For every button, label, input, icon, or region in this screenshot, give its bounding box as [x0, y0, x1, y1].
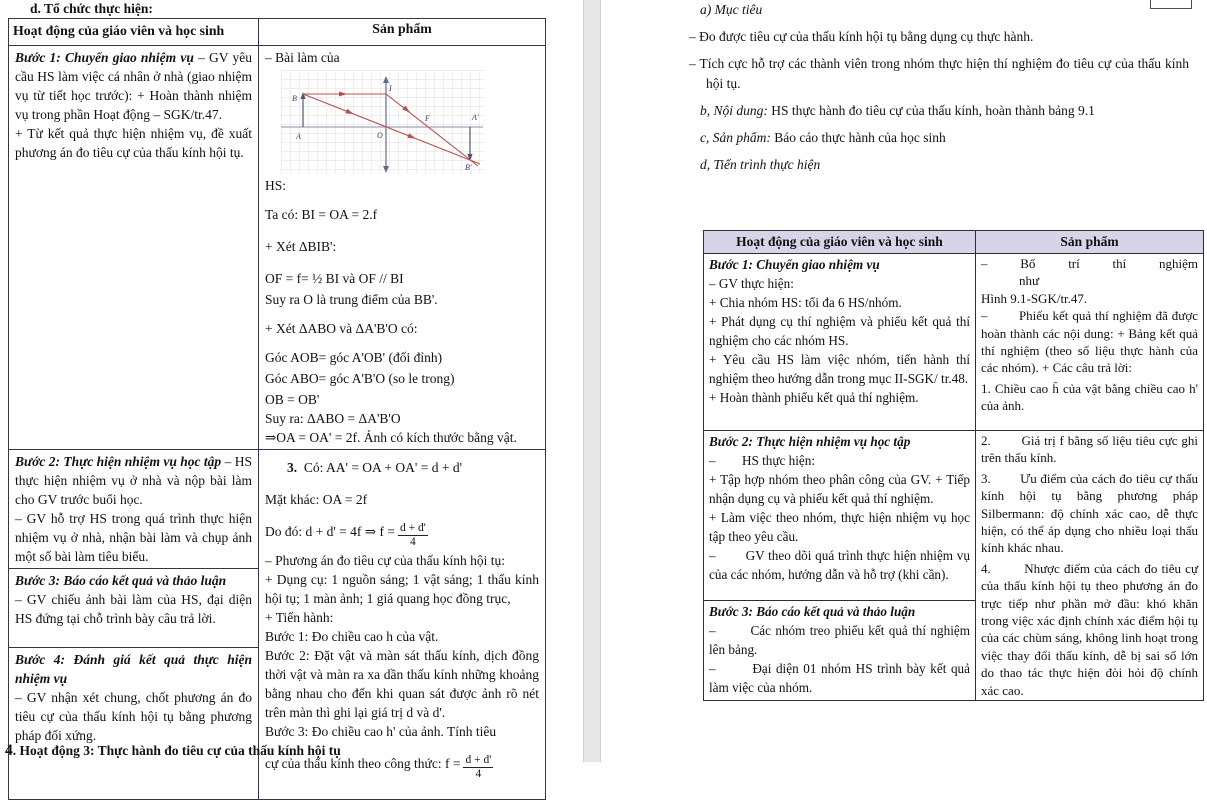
step4-title: Bước 4: Đánh giá kết quả thực hiện nhiệm vụ	[15, 652, 252, 686]
diagram-label-I: I	[389, 84, 392, 93]
cell-step3	[704, 601, 976, 701]
product2-line: Bước 2: Đặt vật và màn sát thấu kính, dịch đồng thời vật và màn ra xa dần thấu kính những khoảng bằng nhau cho đến khi quan sát được ảnh rõ nét trên màn thì ghi lại giá trị d và d'.	[265, 647, 539, 720]
cell-step4	[9, 648, 259, 800]
product-line: + Xét ΔBIB':	[265, 239, 337, 254]
product2-line: Có: AA' = OA + OA' = d + d'	[297, 460, 463, 475]
cell-product-1	[259, 46, 546, 450]
lens-ray-diagram	[281, 70, 485, 174]
product2-line: – Phương án đo tiêu cự của thấu kính hội tụ:	[265, 552, 505, 568]
step-line: – GV thực hiện:	[709, 276, 794, 291]
item-b-text: HS thực hành đo tiêu cự của thấu kính, hoàn thành bảng 9.1	[767, 103, 1095, 118]
item-b-label: b, Nội dung:	[700, 103, 768, 118]
product2-line: + Tiến hành:	[265, 609, 334, 625]
step-line: + Làm việc theo nhóm, thực hiện nhiệm vụ học tập theo yêu cầu.	[709, 510, 970, 544]
step-line: + Hoàn thành phiếu kết quả thí nghiệm.	[709, 390, 919, 405]
step2-text: – HS thực hiện nhiệm vụ ở nhà và nộp bài làm cho GV trước buổi học.	[15, 454, 252, 507]
step3-title: Bước 3: Báo cáo kết quả và thảo luận	[15, 573, 227, 588]
cell-step1	[704, 254, 976, 431]
product2-line: Mặt khác: OA = 2f	[265, 492, 368, 507]
product-line: OB = OB'	[265, 392, 320, 407]
col-header-product: Sản phẩm	[259, 19, 546, 46]
step-line: – GV theo dõi quá trình thực hiện nhiệm vụ của các nhóm, hướng dẫn và hỗ trợ (khi cần).	[709, 548, 974, 582]
step1-title: Bước 1: Chuyển giao nhiệm vụ	[709, 257, 880, 272]
col-header-activities: Hoạt động của giáo viên và học sinh	[9, 19, 259, 46]
step-line: – Các nhóm treo phiếu kết quả thí nghiệm lên bảng.	[709, 623, 974, 658]
step-line: + Chia nhóm HS: tối đa 6 HS/nhóm.	[709, 295, 902, 310]
fraction-denominator: 4	[475, 767, 482, 780]
heading-text: . Hoạt động 3: Thực hành đo tiêu cự của thấu kính hội tụ	[12, 743, 341, 758]
activity-table-left	[8, 18, 546, 800]
step3-text: – GV chiếu ảnh bài làm của HS, đại diện HS đứng tại chỗ trình bày câu trả lời.	[15, 592, 252, 626]
cell-step2	[9, 450, 259, 569]
diagram-label-O: O	[377, 131, 383, 140]
cell-step3	[9, 569, 259, 648]
diagram-label-F: F	[425, 114, 430, 123]
product-line: ⇒OA = OA' = 2f. Ảnh có kích thước bằng vật.	[265, 430, 517, 445]
product-line: Suy ra O là trung điểm của BB'.	[265, 292, 438, 307]
item-d-label: d, Tiến trình thực hiện	[700, 157, 821, 172]
document-page-left[interactable]	[0, 0, 583, 780]
product-line: Góc ABO= góc A'B'O (so le trong)	[265, 371, 455, 386]
col-header-product: Sản phẩm	[976, 231, 1204, 254]
step1-text: – GV yêu cầu HS làm việc cá nhân ở nhà (giao nhiệm vụ từ tiết học trước): + Hoàn thành nhiệm vụ trong phần Hoạt động – SGK/tr.47.	[15, 50, 252, 122]
page-gap	[583, 0, 601, 762]
cell-step1	[9, 46, 259, 450]
product-line: HS:	[265, 178, 287, 193]
floating-box-fragment	[1150, 0, 1192, 9]
product-intro: – Bài làm của	[265, 50, 340, 65]
step-line: + Phát dụng cụ thí nghiệm và phiếu kết quả thí nghiệm cho các nhóm HS.	[709, 314, 970, 348]
fraction-numerator: d + d'	[465, 754, 492, 766]
graph-grid	[281, 70, 485, 174]
product-line: 2. Giá trị f bằng số liệu tiêu cực ghi trên thấu kính.	[981, 433, 1202, 466]
product2-line: + Dụng cụ: 1 nguồn sáng; 1 vật sáng; 1 thấu kính hội tụ; 1 màn ảnh; 1 giá quang học đồng trục,	[265, 571, 539, 606]
step-line: – HS thực hiện:	[709, 453, 816, 468]
diagram-label-B: B	[292, 94, 297, 103]
product2-number: 3.	[287, 460, 298, 475]
product-line: Suy ra: ΔABO = ΔA'B'O	[265, 411, 401, 426]
product2-line: Bước 1: Đo chiều cao h của vật.	[265, 628, 439, 644]
product2-line: Do đó: d + d' = 4f ⇒ f =	[265, 524, 395, 539]
fraction-denominator: 4	[409, 536, 416, 548]
step1-text2: + Từ kết quả thực hiện nhiệm vụ, đề xuất phương án đo tiêu cự của thấu kính hội tụ.	[15, 126, 252, 160]
product-line: 3. Ưu điểm của cách đo tiêu cự thấu kính hội tụ bằng phương pháp Silbermann: độ chính xác cao, dễ thực hiện, có thể áp dụng cho nhiều loại thấu kính khác nhau.	[981, 470, 1202, 556]
next-activity-heading	[5, 742, 341, 760]
product-line: 1. Chiều cao h̄ của vật bằng chiều cao h' của ảnh.	[981, 380, 1198, 414]
activity-table-right	[703, 230, 1204, 701]
step4-text: – GV nhận xét chung, chốt phương án đo tiêu cự của thấu kính hội tụ bằng phương pháp đối xứng.	[15, 690, 252, 743]
diagram-label-A: A	[296, 132, 301, 141]
diagram-label-B-prime: B'	[465, 163, 472, 172]
fraction-formula	[463, 754, 493, 780]
item-c-label: c, Sản phẩm:	[700, 130, 771, 145]
item-c-text: Báo cáo thực hành của học sinh	[770, 130, 946, 145]
step-line: – Đại diện 01 nhóm HS trình bày kết quả làm việc của nhóm.	[709, 661, 974, 696]
step2-text2: – GV hỗ trợ HS trong quá trình thực hiện nhiệm vụ ở nhà, nhận bài làm và chụp ảnh một số bài làm tiêu biểu.	[15, 511, 252, 564]
step3-title: Bước 3: Báo cáo kết quả và thảo luận	[709, 604, 916, 620]
product-line: – Bố trí thí nghiệm	[981, 256, 1198, 271]
product-line: Hình 9.1-SGK/tr.47.	[981, 290, 1088, 306]
step-line: + Yêu cầu HS làm việc nhóm, tiến hành thí nghiệm theo hướng dẫn trong mục II-SGK/ tr.48.	[709, 352, 970, 386]
product-line: như	[1019, 273, 1040, 289]
cell-step2	[704, 431, 976, 601]
product2-line: Bước 3: Đo chiều cao h' của ảnh. Tính tiêu	[265, 723, 497, 739]
product-line: Góc AOB= góc A'OB' (đối đỉnh)	[265, 350, 443, 365]
step2-title: Bước 2: Thực hiện nhiệm vụ học tập	[15, 454, 222, 469]
cell-product-1	[976, 254, 1204, 431]
section-intro-block	[689, 0, 1189, 182]
cell-product-2	[976, 431, 1204, 701]
objective-bullet-2: – Tích cực hỗ trợ các thành viên trong nhóm thực hiện thí nghiệm đo tiêu cự của thấu kính hội tụ.	[689, 56, 1189, 91]
section-title: d. Tổ chức thực hiện:	[30, 1, 153, 16]
product2-line: cự của thấu kính theo công thức: f =	[265, 755, 461, 771]
product-line: Ta có: BI = OA = 2.f	[265, 207, 378, 222]
fraction-numerator: d + d'	[399, 522, 426, 535]
product-line: – Phiếu kết quả thí nghiệm đã được hoàn thành các nội dung: + Bảng kết quả thí nghiệm (theo số liệu thực hành của các nhóm). + Các câu trả lời:	[981, 308, 1202, 376]
step1-title: Bước 1: Chuyển giao nhiệm vụ	[15, 50, 194, 65]
product-line: OF = f= ½ BI và OF // BI	[265, 271, 404, 286]
item-a-label: a) Mục tiêu	[700, 2, 763, 17]
fraction-formula	[398, 522, 428, 548]
step2-title: Bước 2: Thực hiện nhiệm vụ học tập	[709, 434, 911, 449]
col-header-activities: Hoạt động của giáo viên và học sinh	[704, 231, 976, 254]
heading-number: 4	[5, 742, 13, 759]
document-page-right[interactable]	[601, 0, 1207, 762]
product-line: 4. Nhược điểm của cách đo tiêu cự của thấu kính hội tụ theo phương án đo trực tiếp như phần mở đầu: khó khăn trong việc xác định chính xác điểm hội tụ của các chùm sáng, không linh hoạt trong việc thay đổi thấu kính, dễ bị sai số lớn do thao tác thực hiện đòi hỏi độ chính xác cao.	[981, 560, 1202, 698]
step-line: + Tập hợp nhóm theo phân công của GV. + Tiếp nhận dụng cụ và phiếu kết quả thí nghiệm.	[709, 472, 970, 506]
product-line: + Xét ΔABO và ΔA'B'O có:	[265, 321, 418, 336]
diagram-label-A-prime: A'	[472, 113, 479, 122]
objective-bullet-1: – Đo được tiêu cự của thấu kính hội tụ bằng dụng cụ thực hành.	[689, 29, 1034, 44]
